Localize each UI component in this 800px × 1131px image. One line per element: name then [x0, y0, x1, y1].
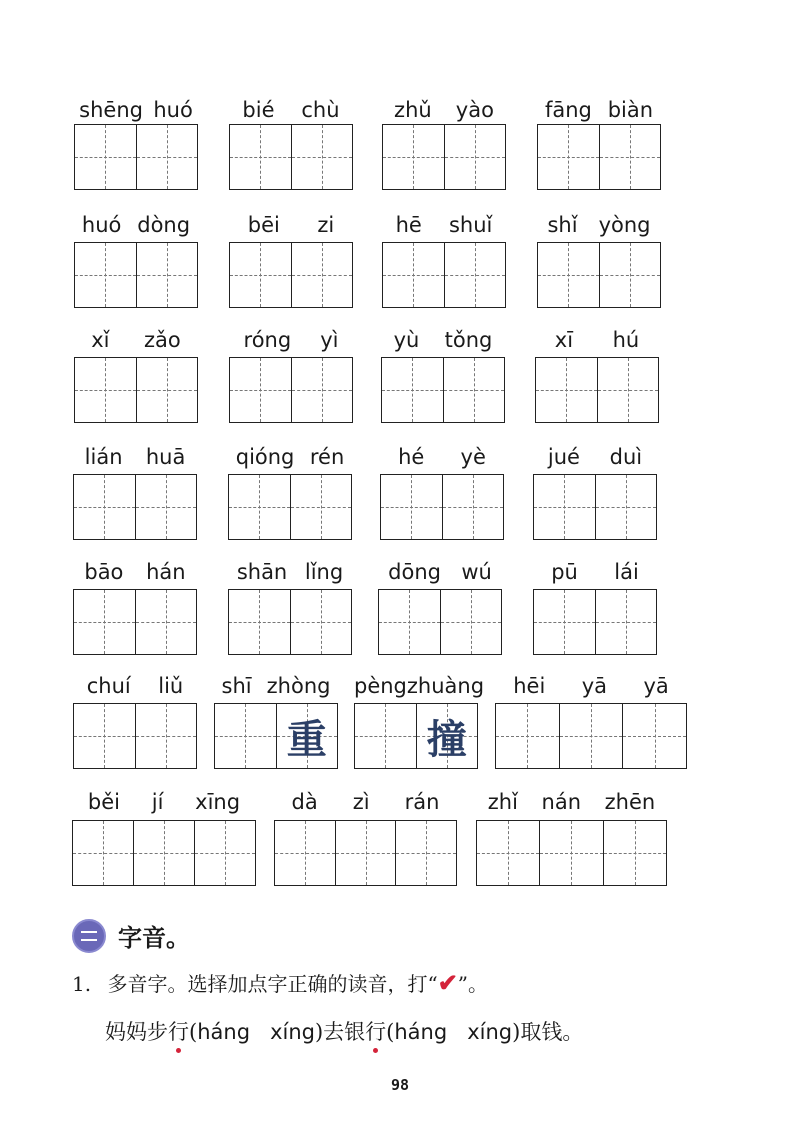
question-number: 1.: [72, 972, 92, 996]
writing-box[interactable]: [291, 590, 352, 654]
written-character: 重: [286, 715, 327, 763]
writing-box[interactable]: [74, 590, 136, 654]
pinyin-syllable: bāo: [84, 560, 124, 584]
quote-close: ”。: [457, 972, 489, 996]
writing-box[interactable]: [195, 821, 255, 885]
writing-box[interactable]: [134, 821, 195, 885]
pinyin-syllable: shuǐ: [448, 213, 493, 237]
dotted-char-1: 行: [168, 1020, 189, 1044]
tianzige-grid: [73, 703, 197, 769]
pinyin-label: [476, 790, 667, 814]
writing-box[interactable]: [600, 125, 661, 189]
writing-box[interactable]: [623, 704, 686, 768]
pinyin-syllable: xī: [554, 328, 574, 352]
tianzige-grid: [74, 124, 198, 190]
pinyin-syllable: liǔ: [158, 674, 184, 698]
writing-box[interactable]: [292, 125, 353, 189]
written-character: 撞: [426, 715, 467, 763]
pinyin-label: [74, 213, 198, 237]
section-two-badge-icon: [72, 919, 106, 953]
pinyin-syllable: jí: [151, 790, 164, 814]
sentence-part-3: )取钱。: [512, 1020, 584, 1044]
writing-box[interactable]: [75, 243, 137, 307]
pinyin-syllable: shī: [221, 674, 252, 698]
pinyin-syllable: huā: [145, 445, 186, 469]
pinyin-label: [229, 213, 353, 237]
writing-box[interactable]: [596, 590, 657, 654]
pinyin-syllable: bēi: [247, 213, 280, 237]
writing-box[interactable]: [137, 358, 198, 422]
pinyin-label: [382, 98, 506, 122]
writing-box[interactable]: [292, 243, 353, 307]
pinyin-label: [535, 328, 659, 352]
writing-box[interactable]: [534, 590, 596, 654]
pinyin-label: [354, 674, 485, 698]
writing-box[interactable]: [75, 358, 137, 422]
tianzige-grid: [229, 242, 353, 308]
writing-box[interactable]: [598, 358, 659, 422]
pinyin-syllable: tǒng: [444, 328, 493, 352]
pinyin-label: [533, 560, 657, 584]
pinyin-syllable: xīng: [195, 790, 241, 814]
writing-box[interactable]: [534, 475, 596, 539]
page-number: 98: [390, 1076, 410, 1094]
pinyin-label: [229, 98, 353, 122]
pinyin-label: [378, 560, 502, 584]
writing-box[interactable]: [137, 243, 198, 307]
writing-box[interactable]: [417, 704, 478, 768]
pinyin-syllable: lái: [614, 560, 639, 584]
writing-box[interactable]: [443, 475, 504, 539]
pinyin-syllable: hán: [146, 560, 186, 584]
writing-box[interactable]: [396, 821, 456, 885]
tianzige-grid: [533, 589, 657, 655]
writing-box[interactable]: [292, 358, 353, 422]
reading-option-xing-2[interactable]: xíng: [467, 1020, 513, 1044]
tianzige-grid: [382, 124, 506, 190]
pinyin-syllable: zhǔ: [394, 98, 432, 122]
reading-option-hang-2[interactable]: háng: [394, 1020, 448, 1044]
writing-box[interactable]: [540, 821, 603, 885]
pinyin-syllable: hē: [395, 213, 422, 237]
pinyin-label: [537, 98, 661, 122]
writing-box[interactable]: [538, 243, 600, 307]
writing-box[interactable]: [137, 125, 198, 189]
writing-box[interactable]: [230, 243, 292, 307]
pinyin-label: [73, 560, 197, 584]
pinyin-label: [74, 328, 198, 352]
pinyin-syllable: yā: [643, 674, 669, 698]
writing-box[interactable]: [75, 125, 137, 189]
pinyin-label: [72, 790, 256, 814]
tianzige-grid: [380, 474, 504, 540]
pinyin-syllable: fāng: [544, 98, 592, 122]
tianzige-grid: [73, 589, 197, 655]
pinyin-label: [228, 560, 352, 584]
writing-box[interactable]: [477, 821, 540, 885]
pinyin-syllable: shēng: [79, 98, 143, 122]
tianzige-grid: [537, 242, 661, 308]
pinyin-syllable: rán: [404, 790, 440, 814]
pinyin-syllable: zhǐ: [487, 790, 518, 814]
tianzige-grid: [535, 357, 659, 423]
writing-box[interactable]: [381, 475, 443, 539]
pinyin-syllable: biàn: [607, 98, 654, 122]
question-text: 多音字。选择加点字正确的读音，打: [107, 972, 428, 996]
tianzige-grid: [537, 124, 661, 190]
pinyin-syllable: zi: [317, 213, 335, 237]
pinyin-syllable: zhuàng: [406, 674, 485, 698]
writing-box[interactable]: [136, 475, 197, 539]
tianzige-grid: [533, 474, 657, 540]
writing-box[interactable]: [215, 704, 277, 768]
section-header: [72, 918, 190, 953]
pinyin-label: [274, 790, 457, 814]
pinyin-syllable: zì: [352, 790, 370, 814]
writing-box[interactable]: [229, 475, 291, 539]
pinyin-syllable: pū: [551, 560, 578, 584]
writing-box[interactable]: [136, 590, 197, 654]
pinyin-label: [380, 445, 504, 469]
tianzige-grid: [73, 474, 197, 540]
pinyin-label: [228, 445, 352, 469]
writing-box[interactable]: [291, 475, 352, 539]
writing-box[interactable]: [600, 243, 661, 307]
tianzige-grid: [476, 820, 667, 886]
pinyin-label: [495, 674, 687, 698]
pinyin-syllable: nán: [541, 790, 582, 814]
writing-box[interactable]: [355, 704, 417, 768]
tianzige-grid: [381, 357, 505, 423]
pinyin-label: [533, 445, 657, 469]
practice-sentence: [105, 1016, 583, 1046]
pinyin-syllable: dà: [291, 790, 318, 814]
pinyin-syllable: chuí: [86, 674, 131, 698]
pinyin-syllable: shān: [236, 560, 288, 584]
tianzige-grid: [274, 820, 457, 886]
pinyin-syllable: yì: [320, 328, 339, 352]
pinyin-label: [73, 674, 197, 698]
pinyin-syllable: dōng: [388, 560, 441, 584]
tianzige-grid: [74, 357, 198, 423]
pinyin-label: [381, 328, 505, 352]
tianzige-grid: [495, 703, 687, 769]
writing-box[interactable]: [596, 475, 657, 539]
pinyin-syllable: zhòng: [266, 674, 331, 698]
checkmark-icon: ✔: [437, 968, 458, 997]
pinyin-syllable: yè: [460, 445, 486, 469]
reading-option-xing-1[interactable]: xíng: [270, 1020, 315, 1044]
pinyin-syllable: dòng: [137, 213, 191, 237]
pinyin-syllable: jué: [547, 445, 580, 469]
sentence-part-1: 妈妈步: [105, 1020, 168, 1044]
pinyin-syllable: pèng: [354, 674, 407, 698]
writing-box[interactable]: [277, 704, 338, 768]
writing-box[interactable]: [74, 704, 136, 768]
pinyin-syllable: hēi: [513, 674, 546, 698]
writing-box[interactable]: [536, 358, 598, 422]
sentence-part-2: )去银: [314, 1020, 366, 1044]
writing-box[interactable]: [74, 475, 136, 539]
writing-box[interactable]: [445, 125, 506, 189]
tianzige-grid: [74, 242, 198, 308]
writing-box[interactable]: [230, 125, 292, 189]
paren-open-1: (: [189, 1020, 198, 1044]
pinyin-syllable: huó: [153, 98, 193, 122]
pinyin-syllable: hú: [612, 328, 640, 352]
pinyin-syllable: chù: [301, 98, 340, 122]
writing-box[interactable]: [73, 821, 134, 885]
pinyin-syllable: yào: [455, 98, 494, 122]
pinyin-label: [382, 213, 506, 237]
pinyin-syllable: róng: [243, 328, 292, 352]
pinyin-syllable: huó: [81, 213, 122, 237]
dotted-char-2: 行: [365, 1020, 387, 1044]
pinyin-label: [74, 98, 198, 122]
pinyin-syllable: rén: [309, 445, 345, 469]
tianzige-grid: [382, 242, 506, 308]
tianzige-grid: [378, 589, 502, 655]
writing-box[interactable]: [379, 590, 441, 654]
writing-box[interactable]: [275, 821, 336, 885]
pinyin-label: [73, 445, 197, 469]
tianzige-grid: [214, 703, 338, 769]
section-title: 字音。: [118, 924, 190, 952]
tianzige-grid: [228, 474, 352, 540]
pinyin-syllable: hé: [398, 445, 425, 469]
writing-box[interactable]: [441, 590, 502, 654]
quote-open: “: [427, 972, 438, 996]
pinyin-label: [537, 213, 661, 237]
tianzige-grid: [229, 357, 353, 423]
pinyin-syllable: yā: [581, 674, 608, 698]
pinyin-label: [229, 328, 353, 352]
pinyin-syllable: lián: [84, 445, 123, 469]
writing-box[interactable]: [336, 821, 397, 885]
pinyin-syllable: yù: [393, 328, 420, 352]
tianzige-grid: [229, 124, 353, 190]
writing-box[interactable]: [538, 125, 600, 189]
pinyin-syllable: duì: [609, 445, 643, 469]
pinyin-syllable: xǐ: [91, 328, 110, 352]
writing-box[interactable]: [444, 358, 505, 422]
writing-box[interactable]: [229, 590, 291, 654]
pinyin-syllable: yòng: [598, 213, 651, 237]
writing-box[interactable]: [383, 243, 445, 307]
writing-box[interactable]: [604, 821, 666, 885]
pinyin-syllable: lǐng: [304, 560, 344, 584]
pinyin-syllable: wú: [461, 560, 492, 584]
writing-box[interactable]: [560, 704, 624, 768]
writing-box[interactable]: [382, 358, 444, 422]
writing-box[interactable]: [496, 704, 560, 768]
tianzige-grid: [228, 589, 352, 655]
pinyin-syllable: shǐ: [547, 213, 578, 237]
question-1: [72, 968, 488, 997]
writing-box[interactable]: [230, 358, 292, 422]
writing-box[interactable]: [136, 704, 197, 768]
pinyin-label: [214, 674, 338, 698]
tianzige-grid: [72, 820, 256, 886]
reading-option-hang-1[interactable]: háng: [197, 1020, 251, 1044]
writing-box[interactable]: [445, 243, 506, 307]
pinyin-syllable: běi: [87, 790, 120, 814]
tianzige-grid: [354, 703, 478, 769]
pinyin-syllable: bié: [242, 98, 275, 122]
pinyin-syllable: qióng: [235, 445, 295, 469]
writing-box[interactable]: [383, 125, 445, 189]
paren-open-2: (: [386, 1020, 395, 1044]
pinyin-syllable: zǎo: [143, 328, 181, 352]
pinyin-syllable: zhēn: [604, 790, 656, 814]
